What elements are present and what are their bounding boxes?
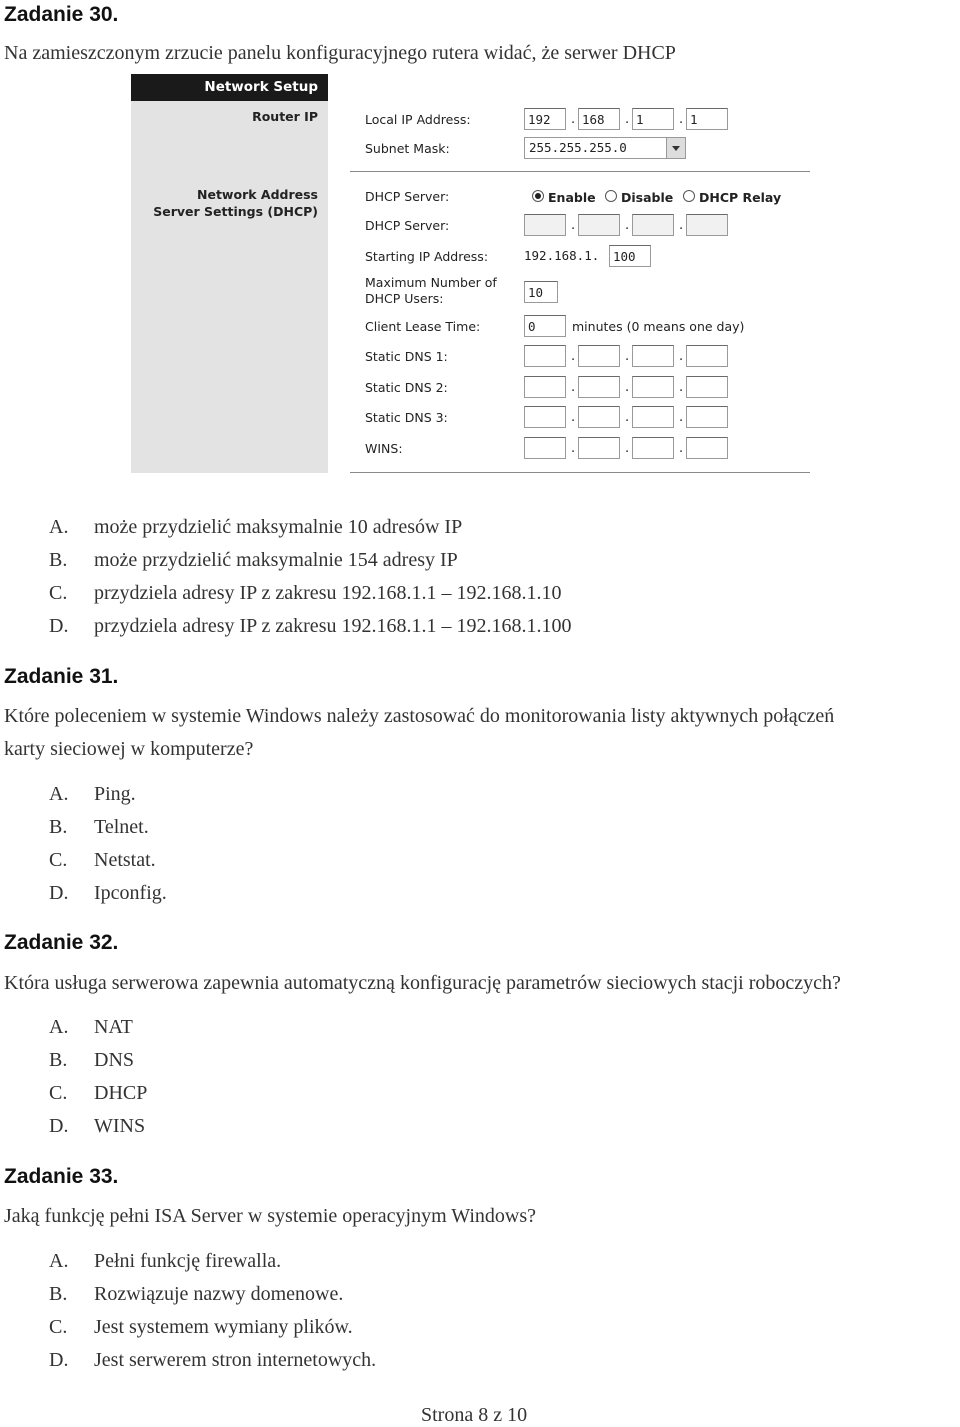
task33-question: Jaką funkcję pełni ISA Server w systemie operacyjnym Windows? [4,1205,537,1227]
local-ip-octet-4[interactable]: 1 [686,108,728,130]
local-ip-octet-2[interactable]: 168 [578,108,620,130]
option-letter: C. [49,1316,68,1338]
static-dns3-label: Static DNS 3: [365,410,448,425]
sidebar-dhcp-line2: Server Settings (DHCP) [153,204,318,219]
option-text: Telnet. [94,816,149,838]
ip-dot: . [571,112,576,127]
sidebar-title-bar [131,74,328,101]
dns1-octet-1[interactable] [524,345,566,367]
option-text: DNS [94,1049,135,1071]
ip-dot: . [571,380,576,395]
lease-time-label: Client Lease Time: [365,319,481,334]
radio-enable-label: Enable [548,190,596,205]
max-users-input[interactable]: 10 [524,281,558,303]
ip-dot: . [679,410,684,425]
ip-dot: . [571,349,576,364]
max-users-label-line2: DHCP Users: [365,291,444,306]
option-letter: A. [49,1250,69,1272]
task31-question-line1: Które poleceniem w systemie Windows należy zastosować do monitorowania listy aktywnych połączeń [4,705,835,727]
page-footer: Strona 8 z 10 [421,1404,528,1426]
wins-octet-1[interactable] [524,437,566,459]
section-divider [350,171,810,172]
option-letter: B. [49,1049,68,1071]
local-ip-octet-1[interactable]: 192 [524,108,566,130]
ip-dot: . [571,410,576,425]
main-header-band [328,74,810,101]
wins-octet-2[interactable] [578,437,620,459]
option-letter: D. [49,1115,69,1137]
ip-dot: . [679,349,684,364]
subnet-mask-value: 255.255.255.0 [529,140,627,155]
lease-time-unit: minutes (0 means one day) [572,319,745,334]
relay-ip-octet-4[interactable] [686,214,728,236]
ip-dot: . [571,218,576,233]
ip-dot: . [679,441,684,456]
dhcp-server-label: DHCP Server: [365,189,450,204]
task31-heading: Zadanie 31. [4,665,119,688]
dns2-octet-4[interactable] [686,376,728,398]
option-letter: A. [49,1016,69,1038]
relay-ip-octet-1[interactable] [524,214,566,236]
ip-dot: . [625,441,630,456]
option-text: Rozwiązuje nazwy domenowe. [94,1283,344,1305]
sidebar-title: Network Setup [204,79,318,95]
local-ip-label: Local IP Address: [365,112,471,127]
option-text: przydziela adresy IP z zakresu 192.168.1.1 – 192.168.1.10 [94,582,562,604]
option-text: może przydzielić maksymalnie 154 adresy IP [94,549,458,571]
option-letter: A. [49,783,69,805]
task32-heading: Zadanie 32. [4,931,119,954]
radio-dhcp-relay[interactable] [683,190,695,202]
chevron-down-icon[interactable] [666,138,685,158]
option-letter: C. [49,582,68,604]
relay-ip-octet-2[interactable] [578,214,620,236]
ip-dot: . [625,410,630,425]
static-dns1-label: Static DNS 1: [365,349,448,364]
dns3-octet-4[interactable] [686,406,728,428]
starting-ip-prefix: 192.168.1. [524,248,600,263]
radio-dhcp-relay-label: DHCP Relay [699,190,782,205]
option-text: Jest systemem wymiany plików. [94,1316,353,1338]
option-text: Ipconfig. [94,882,167,904]
router-screenshot [131,74,810,473]
ip-dot: . [571,441,576,456]
dns2-octet-2[interactable] [578,376,620,398]
ip-dot: . [679,380,684,395]
option-letter: B. [49,816,68,838]
static-dns2-label: Static DNS 2: [365,380,448,395]
task30-heading: Zadanie 30. [4,3,119,26]
dns1-octet-4[interactable] [686,345,728,367]
starting-ip-label: Starting IP Address: [365,249,489,264]
dns3-octet-1[interactable] [524,406,566,428]
option-letter: C. [49,849,68,871]
local-ip-octet-3[interactable]: 1 [632,108,674,130]
ip-dot: . [679,218,684,233]
option-letter: B. [49,549,68,571]
option-letter: C. [49,1082,68,1104]
task33-heading: Zadanie 33. [4,1165,119,1188]
wins-octet-4[interactable] [686,437,728,459]
option-letter: B. [49,1283,68,1305]
task30-question: Na zamieszczonym zrzucie panelu konfiguracyjnego rutera widać, że serwer DHCP [4,42,676,64]
radio-enable[interactable] [532,190,544,202]
option-text: może przydzielić maksymalnie 10 adresów IP [94,516,463,538]
subnet-mask-select[interactable] [524,137,686,159]
starting-ip-last-octet[interactable]: 100 [609,245,651,267]
task32-question: Która usługa serwerowa zapewnia automatyczną konfigurację parametrów sieciowych stacji roboczych? [4,972,841,994]
wins-label: WINS: [365,441,403,456]
radio-disable-label: Disable [621,190,674,205]
option-letter: D. [49,615,69,637]
option-text: Pełni funkcję firewalla. [94,1250,282,1272]
ip-dot: . [625,380,630,395]
option-letter: A. [49,516,69,538]
ip-dot: . [625,218,630,233]
dns2-octet-1[interactable] [524,376,566,398]
ip-dot: . [679,112,684,127]
option-text: DHCP [94,1082,148,1104]
dhcp-server-ip-label: DHCP Server: [365,218,450,233]
option-text: NAT [94,1016,133,1038]
dns1-octet-3[interactable] [632,345,674,367]
dns1-octet-2[interactable] [578,345,620,367]
ip-dot: . [625,349,630,364]
max-users-label-line1: Maximum Number of [365,275,497,290]
option-letter: D. [49,1349,69,1371]
router-sidebar [131,74,328,473]
section-divider [350,472,810,473]
wins-octet-3[interactable] [632,437,674,459]
subnet-mask-label: Subnet Mask: [365,141,450,156]
lease-time-input[interactable]: 0 [524,315,566,337]
ip-dot: . [625,112,630,127]
dns2-octet-3[interactable] [632,376,674,398]
sidebar-dhcp-line1: Network Address [197,187,318,202]
option-text: WINS [94,1115,146,1137]
dns3-octet-3[interactable] [632,406,674,428]
option-text: Ping. [94,783,136,805]
relay-ip-octet-3[interactable] [632,214,674,236]
option-letter: D. [49,882,69,904]
dns3-octet-2[interactable] [578,406,620,428]
sidebar-router-ip: Router IP [252,109,318,124]
option-text: Jest serwerem stron internetowych. [94,1349,377,1371]
radio-disable[interactable] [605,190,617,202]
task31-question-line2: karty sieciowej w komputerze? [4,738,254,760]
option-text: Netstat. [94,849,156,871]
option-text: przydziela adresy IP z zakresu 192.168.1.1 – 192.168.1.100 [94,615,572,637]
